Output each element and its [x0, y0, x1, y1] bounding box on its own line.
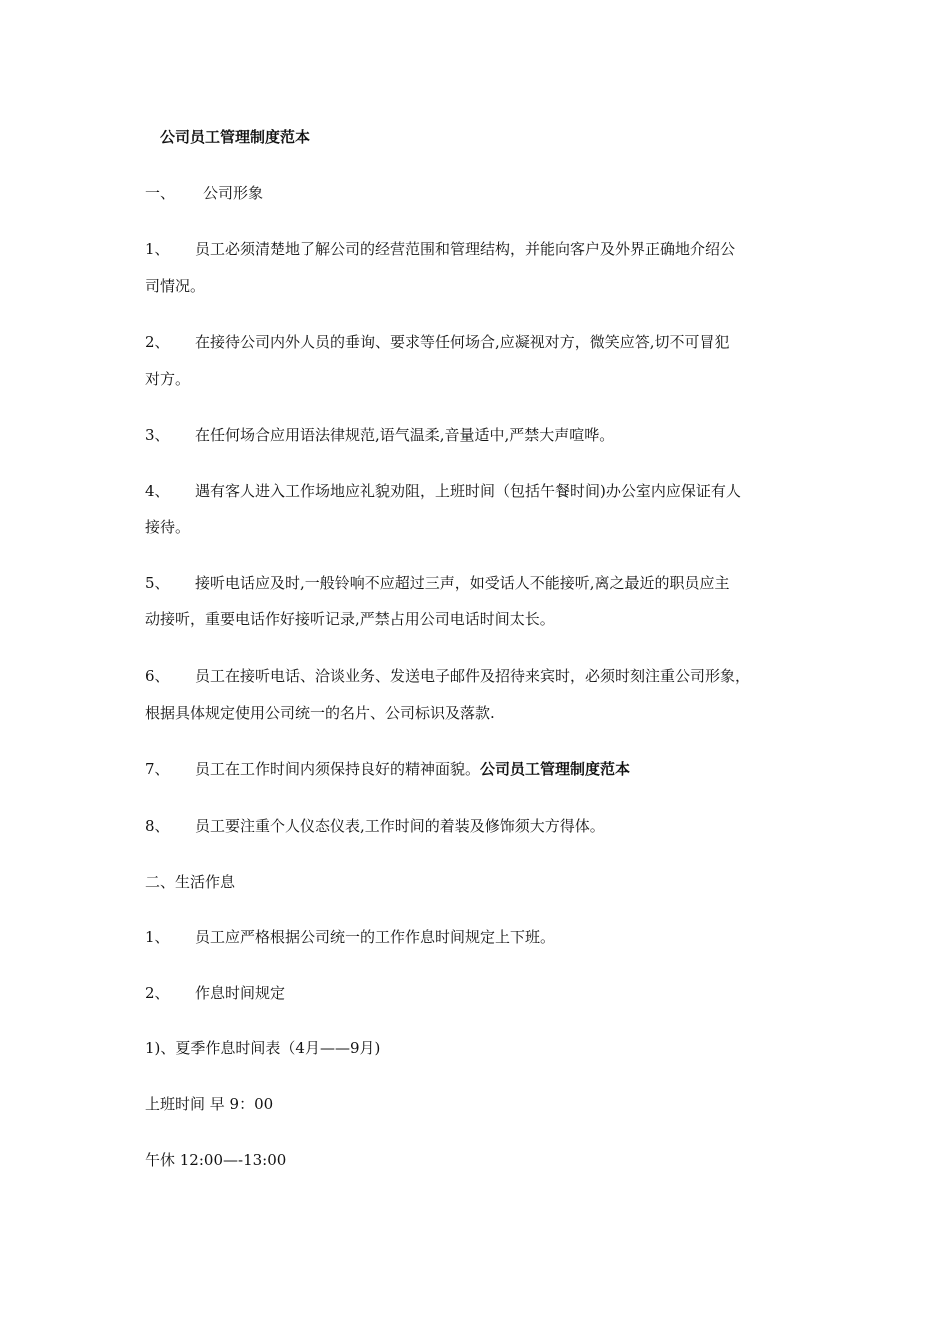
list-item	[145, 425, 614, 445]
summer-schedule-heading: 1)、夏季作息时间表（4月——9月)	[145, 1039, 381, 1057]
item-text: 在接待公司内外人员的垂询、要求等任何场合,应凝视对方，微笑应答,切不可冒犯	[195, 333, 730, 351]
section-2-heading: 二、生活作息	[145, 873, 236, 891]
section-1-number: 一、	[145, 184, 176, 202]
item-number: 8、	[145, 817, 170, 835]
item-text: 员工要注重个人仪态仪表,工作时间的着装及修饰须大方得体。	[195, 817, 605, 835]
item-text: 员工应严格根据公司统一的工作作息时间规定上下班。	[195, 928, 556, 946]
list-item	[145, 927, 555, 947]
item-text: 员工在工作时间内须保持良好的精神面貌。	[195, 760, 481, 778]
list-item	[145, 759, 630, 779]
list-item	[145, 666, 750, 686]
item-text: 作息时间规定	[195, 984, 286, 1002]
list-item	[145, 332, 730, 352]
item-text-continued: 动接听，重要电话作好接听记录,严禁占用公司电话时间太长。	[145, 610, 555, 628]
list-item	[145, 573, 730, 593]
item-text-continued: 司情况。	[145, 277, 206, 295]
item-text-continued: 对方。	[145, 370, 191, 388]
item-text: 员工在接听电话、洽谈业务、发送电子邮件及招待来宾时，必须时刻注重公司形象，	[195, 667, 751, 685]
item-text-continued: 接待。	[145, 518, 191, 536]
item-number: 1、	[145, 240, 170, 258]
item-number: 2、	[145, 333, 170, 351]
item-text: 遇有客人进入工作场地应礼貌劝阻，上班时间（包括午餐时间)办公室内应保证有人	[195, 482, 741, 500]
list-item	[145, 481, 741, 501]
item-text-continued: 根据具体规定使用公司统一的名片、公司标识及落款.	[145, 704, 495, 722]
item-number: 2、	[145, 984, 170, 1002]
list-item	[145, 816, 605, 836]
item-number: 1、	[145, 928, 170, 946]
list-item	[145, 239, 735, 259]
item-number: 7、	[145, 760, 170, 778]
item-number: 4、	[145, 482, 170, 500]
item-number: 6、	[145, 667, 170, 685]
section-1-title: 公司形象	[203, 184, 264, 202]
document-title: 公司员工管理制度范本	[160, 128, 311, 146]
lunch-break-time: 午休 12:00—-13:00	[145, 1151, 287, 1169]
item-number: 3、	[145, 426, 170, 444]
item-text: 在任何场合应用语法律规范,语气温柔,音量适中,严禁大声喧哗。	[195, 426, 615, 444]
item-number: 5、	[145, 574, 170, 592]
item-text: 员工必须清楚地了解公司的经营范围和管理结构，并能向客户及外界正确地介绍公	[195, 240, 736, 258]
list-item	[145, 983, 285, 1003]
section-1-heading	[145, 183, 263, 203]
inline-bold-title: 公司员工管理制度范本	[480, 760, 631, 778]
work-start-time: 上班时间 早 9：00	[145, 1095, 274, 1113]
item-text: 接听电话应及时,一般铃响不应超过三声，如受话人不能接听,离之最近的职员应主	[195, 574, 730, 592]
